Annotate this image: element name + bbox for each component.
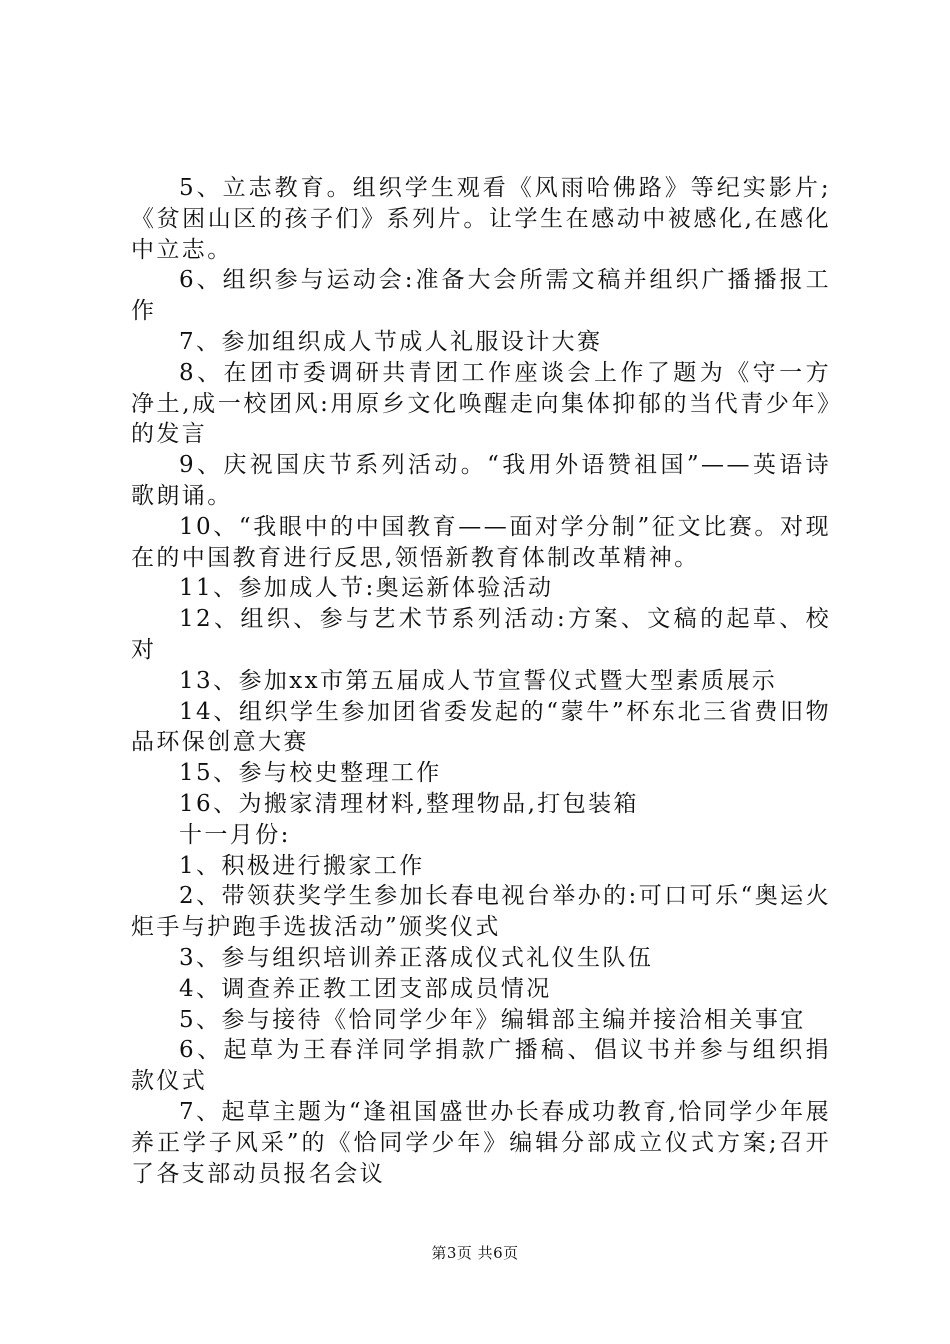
page-footer (0, 1242, 950, 1263)
section-heading: 十一月份: (179, 821, 291, 848)
document-body (131, 173, 831, 1189)
paragraph: 4、调查养正教工团支部成员情况 (179, 975, 552, 1002)
paragraph: 6、起草为王春洋同学捐款广播稿、倡议书并参与组织捐款仪式 (131, 1037, 831, 1095)
paragraph: 5、立志教育。组织学生观看《风雨哈佛路》等纪实影片;《贫困山区的孩子们》系列片。让学生在感动中被感化,在感化中立志。 (131, 175, 831, 263)
paragraph: 1、积极进行搬家工作 (179, 852, 425, 879)
paragraph: 14、组织学生参加团省委发起的“蒙牛”杯东北三省费旧物品环保创意大赛 (131, 698, 831, 756)
paragraph: 10、“我眼中的中国教育——面对学分制”征文比赛。对现在的中国教育进行反思,领悟新教育体制改革精神。 (131, 513, 831, 571)
paragraph: 15、参与校史整理工作 (179, 760, 442, 787)
paragraph: 6、组织参与运动会:准备大会所需文稿并组织广播播报工作 (131, 267, 831, 325)
paragraph: 7、参加组织成人节成人礼服设计大赛 (179, 328, 603, 355)
paragraph: 13、参加xx市第五届成人节宣誓仪式暨大型素质展示 (179, 667, 778, 694)
paragraph: 12、组织、参与艺术节系列活动:方案、文稿的起草、校对 (131, 606, 831, 663)
paragraph: 2、带领获奖学生参加长春电视台举办的:可口可乐“奥运火炬手与护跑手选拔活动”颁奖仪式 (131, 883, 831, 941)
page-number: 第3页 共6页 (431, 1244, 519, 1262)
paragraph: 3、参与组织培训养正落成仪式礼仪生队伍 (179, 944, 654, 971)
paragraph: 16、为搬家清理材料,整理物品,打包装箱 (179, 790, 639, 817)
paragraph: 11、参加成人节:奥运新体验活动 (179, 575, 554, 602)
paragraph: 9、庆祝国庆节系列活动。“我用外语赞祖国”——英语诗歌朗诵。 (131, 452, 831, 509)
paragraph: 5、参与接待《恰同学少年》编辑部主编并接洽相关事宜 (179, 1006, 806, 1033)
paragraph: 8、在团市委调研共青团工作座谈会上作了题为《守一方净土,成一校团风:用原乡文化唤醒走向集体抑郁的当代青少年》的发言 (131, 359, 831, 448)
paragraph: 7、起草主题为“逢祖国盛世办长春成功教育,恰同学少年展养正学子风采”的《恰同学少年》编辑分部成立仪式方案;召开了各支部动员报名会议 (131, 1098, 831, 1187)
